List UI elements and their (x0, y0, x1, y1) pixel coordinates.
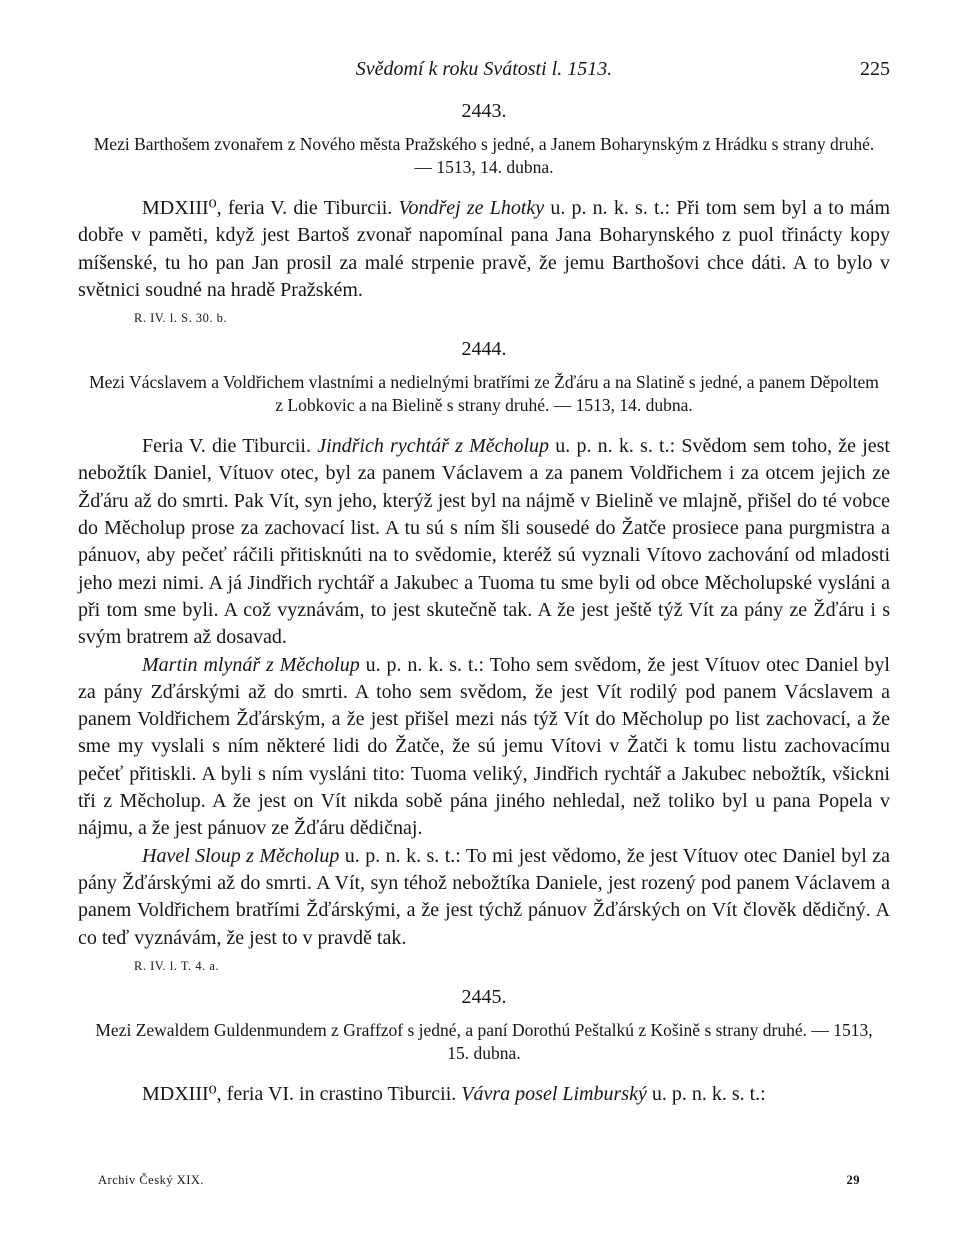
testimony-paragraph (78, 843, 890, 952)
witness-name: Martin mlynář z Měcholup (142, 653, 360, 676)
testimony-paragraph (78, 195, 890, 304)
testimony-text: u. p. n. k. s. t.: Toho sem svědom, že jest Vítuov otec Daniel byl za pány Zďárskými až do smrti. A toho sem svědom, že jest Vít rodilý pod panem Vácslavem a panem Voldřichem Žďárským, a že jest přišel mezi nás týž Vít do Měcholup po list zachovací, a že sme my vyslali s ním některé lidi do Žatče, že sú jemu Vítovi v Žatči k tomu listu zachovacímu pečeť přitiskli. A byli s ním vysláni tito: Tuoma veliký, Jindřich rychtář a Jakubec nebožtík, všickni tři z Měcholup. A že jest on Vít nikda sobě pána jiného nehledal, než toliko byl u pana Popela v nájmu, a že jest pánuov ze Žďáru dědičnaj. (78, 653, 890, 840)
paragraph-lead: MDXIII⁰, feria V. die Tiburcii. (142, 197, 399, 219)
entry-number: 2445. (461, 985, 507, 1008)
paragraph-lead: Feria V. die Tiburcii. (142, 435, 318, 458)
entry-summary: Mezi Zewaldem Guldenmundem z Graffzof s jedné, a paní Dorothú Peštalkú z Košině s strany druhé. — 1513, 15. dubna. (95, 1019, 873, 1063)
witness-name: Havel Sloup z Měcholup (142, 844, 340, 867)
volume-label: Archiv Český XIX. (98, 1173, 205, 1187)
testimony-text: u. p. n. k. s. t.: Při tom sem byl a to mám dobře v paměti, když jest Bartoš zvonař napomínal pana Jana Boharynského z puol třinácty kopy míšenské, tu ho pan Jan prosil za malé strpenie pravě, že jemu Barthošovi chce dáti. A to bylo v světnici soudné na hradě Pražském. (78, 197, 890, 301)
witness-name: Vondřej ze Lhotky (398, 197, 545, 219)
entry-summary: Mezi Barthošem zvonařem z Nového města Pražského s jedné, a Janem Boharynským z Hrádku s strany druhé. — 1513, 14. dubna. (93, 134, 875, 177)
testimony-text: u. p. n. k. s. t.: (646, 1082, 766, 1105)
testimony-text: u. p. n. k. s. t.: Svědom sem toho, že jest nebožtík Daniel, Vítuov otec, byl za panem Václavem a za panem Voldřichem i za otcem jejich ze Žďáru až do smrti. Pak Vít, syn jeho, kterýž jest byl na nájmě v Bielině ve mlajně, přišel do té vobce do Měcholup prose za zachovací list. A tu sú s ním šli sousedé do Žatče prosiece pana purgmistra a pánuov, aby pečeť ráčili přitisknúti na to svědomie, kteréž sú vyznali Vítovo zachování od mladosti jeho mezi nimi. A já Jindřich rychtář a Jakubec a Tuoma tu sme byli od obce Měcholupské vysláni a při tom sme byli. A což vyznávám, to jest skutečně tak. A že jest ještě týž Vít za pány ze Žďáru i s svým bratrem až dosavad. (78, 435, 890, 649)
entry-number: 2444. (461, 338, 507, 361)
entry-2443 (78, 100, 890, 326)
page-number: 225 (860, 58, 890, 80)
witness-name: Vávra posel Limburský (461, 1082, 647, 1105)
running-title: Svědomí k roku Svátosti l. 1513. (355, 58, 613, 80)
archive-signature: R. IV. l. S. 30. b. (134, 311, 227, 326)
testimony-paragraph (78, 1081, 890, 1108)
paragraph-lead: MDXIII⁰, feria VI. in crastino Tiburcii. (142, 1082, 462, 1105)
archive-signature: R. IV. l. T. 4. a. (134, 958, 220, 973)
entry-summary: Mezi Vácslavem a Voldřichem vlastními a nedielnými bratřími ze Žďáru a na Slatině s jedné, a panem Děpoltem z Lobkovic a na Bielině s strany druhé. — 1513, 14. dubna. (89, 372, 879, 416)
entry-2444 (78, 338, 890, 974)
testimony-paragraph (78, 433, 890, 651)
signature-mark: 29 (846, 1173, 860, 1187)
entry-number: 2443. (461, 100, 507, 122)
witness-name: Jindřich rychtář z Měcholup (317, 435, 550, 458)
page-body (78, 58, 890, 1108)
entry-2445 (78, 986, 890, 1108)
testimony-paragraph (78, 652, 890, 843)
testimony-text: u. p. n. k. s. t.: To mi jest vědomo, že jest Vítuov otec Daniel byl za pány Žďárskými až do smrti. A Vít, syn téhož nebožtíka Daniele, jest rozený pod panem Václavem a panem Voldřichem bratřími Žďárskými, a že jest týchž pánuov Žďárských on Vít člověk dědičný. A co teď vyznávám, že jest to v pravdě tak. (78, 844, 890, 949)
running-head (78, 58, 890, 88)
